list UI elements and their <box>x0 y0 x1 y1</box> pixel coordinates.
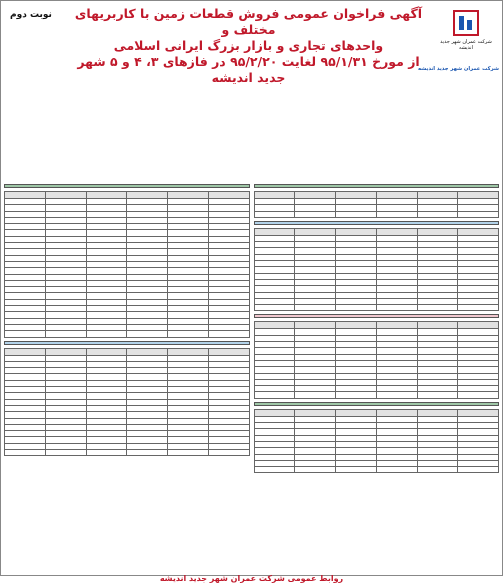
title-line-3: از مورخ ۹۵/۱/۳۱ لغایت ۹۵/۲/۲۰ در فازهای ۳، ۴ و ۵ شهر جدید اندیشه <box>77 54 420 85</box>
table-cell <box>417 211 458 217</box>
table-header-cell <box>295 192 336 199</box>
table-cell <box>376 392 417 398</box>
table-header-cell <box>86 348 127 355</box>
table-header-cell <box>295 322 336 329</box>
table-cell <box>127 449 168 455</box>
table-cell <box>295 211 336 217</box>
table-header-cell <box>336 322 377 329</box>
table-header-cell <box>254 192 295 199</box>
table-header-cell <box>417 322 458 329</box>
table-header-cell <box>295 228 336 235</box>
table-header-cell <box>45 348 86 355</box>
table-header-cell <box>376 192 417 199</box>
table-cell <box>208 449 249 455</box>
table-cell <box>336 392 377 398</box>
table-header-cell <box>336 409 377 416</box>
table-cell <box>86 331 127 337</box>
parcel-table <box>254 321 500 398</box>
table-cell <box>168 449 209 455</box>
table-cell <box>5 449 46 455</box>
table-cell <box>86 449 127 455</box>
table-cell <box>376 467 417 473</box>
table-cell <box>127 331 168 337</box>
table-cell <box>376 305 417 311</box>
notice-header <box>4 4 499 85</box>
table-header-cell <box>168 348 209 355</box>
parcel-table <box>254 409 500 474</box>
parcel-table <box>4 191 250 338</box>
table-cell <box>417 467 458 473</box>
table-header-cell <box>208 348 249 355</box>
org-logo <box>437 8 495 60</box>
table-header-cell <box>5 348 46 355</box>
table-row <box>254 467 499 473</box>
table-header-cell <box>5 192 46 199</box>
table-header-cell <box>45 192 86 199</box>
table-row <box>254 392 499 398</box>
table-cell <box>5 331 46 337</box>
tables-left-column <box>4 184 250 572</box>
table-cell <box>336 467 377 473</box>
table-header-cell <box>336 192 377 199</box>
section-title <box>4 184 250 188</box>
table-cell <box>254 211 295 217</box>
section-title <box>254 402 500 406</box>
section-title <box>254 184 500 188</box>
org-name: شرکت عمران شهر جدید اندیشه <box>440 39 492 51</box>
section-title <box>254 314 500 318</box>
table-header-cell <box>254 228 295 235</box>
table-cell <box>254 467 295 473</box>
table-header-cell <box>458 322 499 329</box>
title-line-1: آگهی فراخوان عمومی فروش قطعات زمین با کاربریهای مختلف و <box>74 6 423 37</box>
table-header-cell <box>417 192 458 199</box>
table-cell <box>336 211 377 217</box>
table-cell <box>45 449 86 455</box>
building-icon <box>451 8 481 38</box>
notice-title <box>64 6 433 86</box>
table-cell <box>458 211 499 217</box>
table-header-cell <box>376 322 417 329</box>
table-cell <box>417 305 458 311</box>
data-tables <box>4 184 499 572</box>
table-cell <box>458 305 499 311</box>
table-row <box>254 305 499 311</box>
table-header-cell <box>458 409 499 416</box>
table-cell <box>254 392 295 398</box>
parcel-table <box>254 191 500 218</box>
table-header-cell <box>86 192 127 199</box>
table-cell <box>417 392 458 398</box>
table-header-cell <box>254 409 295 416</box>
table-header-cell <box>127 348 168 355</box>
table-header-cell <box>336 228 377 235</box>
table-header-cell <box>254 322 295 329</box>
table-cell <box>458 392 499 398</box>
table-row <box>5 449 250 455</box>
table-cell <box>295 305 336 311</box>
table-cell <box>168 331 209 337</box>
table-row <box>5 331 250 337</box>
table-header-cell <box>376 228 417 235</box>
table-cell <box>336 305 377 311</box>
table-header-cell <box>168 192 209 199</box>
table-row <box>254 211 499 217</box>
table-header-cell <box>127 192 168 199</box>
table-header-cell <box>295 409 336 416</box>
table-header-cell <box>376 409 417 416</box>
table-cell <box>254 305 295 311</box>
parcel-table <box>254 228 500 312</box>
section-title <box>254 221 500 225</box>
intro-lead: شرکت عمران شهر جدید اندیشه <box>417 66 499 72</box>
table-cell <box>45 331 86 337</box>
tables-right-column <box>254 184 500 572</box>
table-header-cell <box>417 409 458 416</box>
table-cell <box>208 331 249 337</box>
parcel-table <box>4 348 250 457</box>
table-header-cell <box>208 192 249 199</box>
pr-signature: روابط عمومی شرکت عمران شهر جدید اندیشه <box>159 574 344 583</box>
table-header-cell <box>458 192 499 199</box>
table-header-cell <box>458 228 499 235</box>
table-cell <box>295 467 336 473</box>
table-cell <box>376 211 417 217</box>
table-cell <box>295 392 336 398</box>
section-title <box>4 341 250 345</box>
round-label: نوبت دوم <box>10 10 52 20</box>
table-header-cell <box>417 228 458 235</box>
title-line-2: واحدهای تجاری و بازار بزرگ ایرانی اسلامی <box>113 38 384 53</box>
table-cell <box>458 467 499 473</box>
